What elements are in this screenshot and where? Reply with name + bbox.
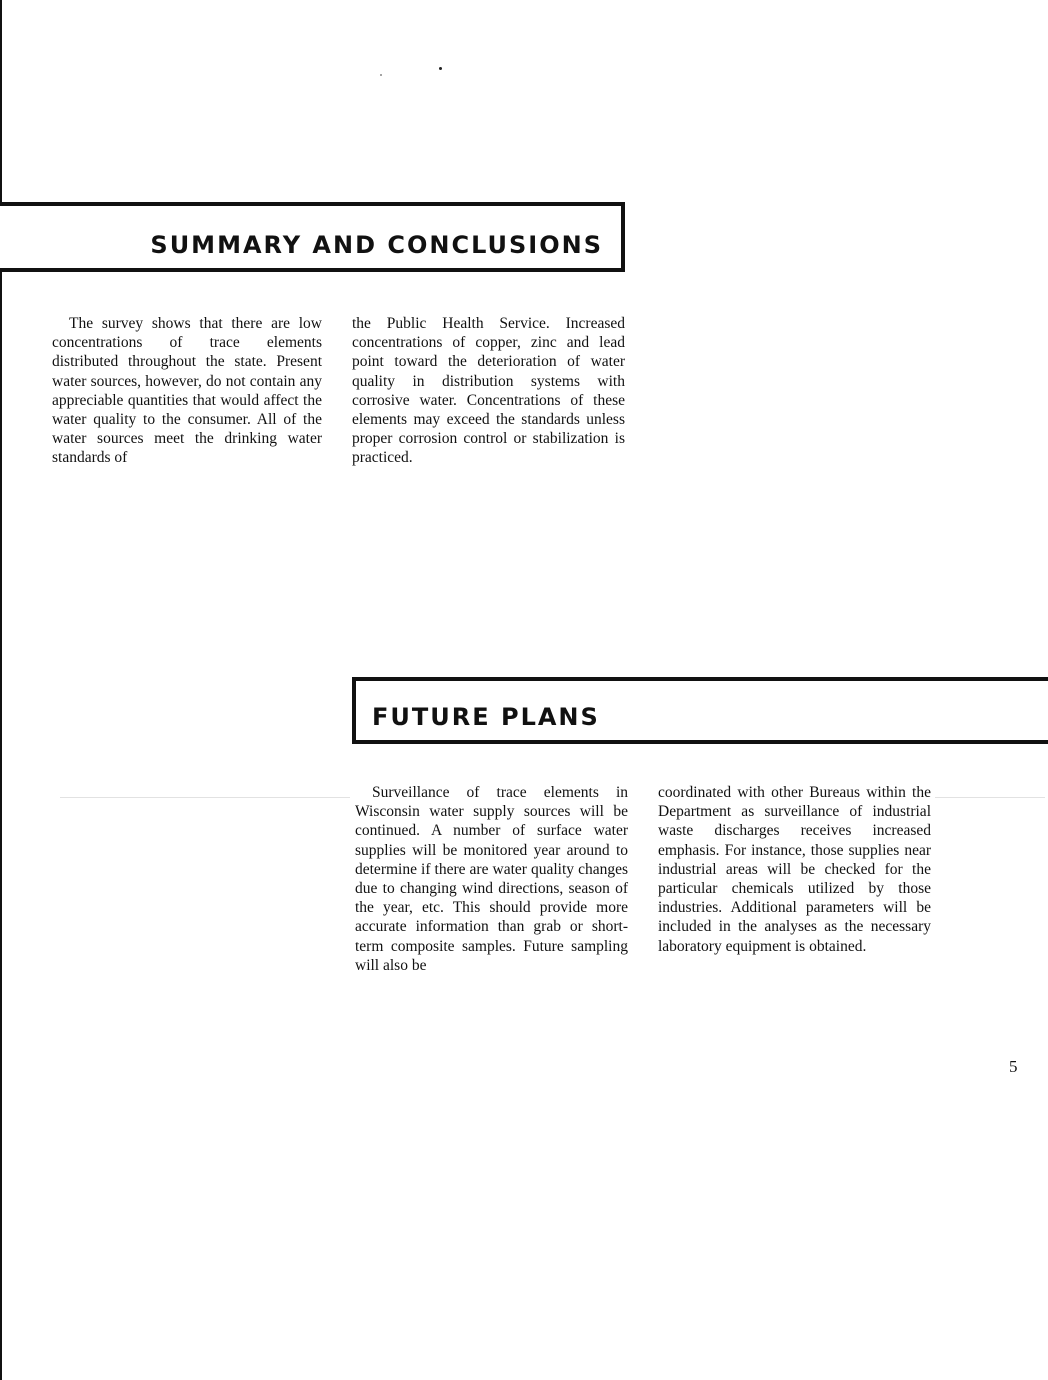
scan-speck (380, 74, 382, 76)
summary-column-2 (352, 314, 625, 468)
summary-heading: SUMMARY AND CONCLUSIONS (150, 231, 603, 259)
faint-rule (60, 797, 350, 798)
summary-paragraph-1: The survey shows that there are low concentrations of trace elements distributed throughout the state. Present water sources, however, do not contain any appreciable quantities that would affect the water quality to the consumer. All of the water sources meet the drinking water standards of (52, 315, 322, 467)
future-plans-heading: FUTURE PLANS (372, 703, 600, 731)
faint-rule (935, 797, 1045, 798)
future-plans-paragraph-2: coordinated with other Bureaus within the Department as surveillance of industrial waste discharges receives increased emphasis. For instance, those supplies near industrial areas will be checked for the particular chemicals utilized by those industries. Additional parameters will be included in the analyses as the necessary laboratory equipment is obtained. (658, 784, 931, 955)
summary-heading-box (0, 202, 625, 272)
scan-speck (439, 67, 442, 70)
page-number: 5 (1009, 1057, 1018, 1076)
summary-column-1 (52, 314, 322, 468)
future-plans-paragraph-1: Surveillance of trace elements in Wisconsin water supply sources will be continued. A number of surface water supplies will be monitored year around to determine if there are water quality changes due to changing wind directions, season of the year, etc. This should provide more accurate information than grab or short-term composite samples. Future sampling will also be (355, 784, 628, 974)
future-plans-column-1 (355, 783, 628, 975)
future-plans-column-2 (658, 783, 931, 956)
summary-paragraph-2: the Public Health Service. Increased concentrations of copper, zinc and lead point toward the deterioration of water quality in distribution systems with corrosive water. Concentrations of these elements may exceed the standards unless proper corrosion control or stabilization is practiced. (352, 315, 625, 467)
future-plans-heading-box (352, 677, 1048, 744)
